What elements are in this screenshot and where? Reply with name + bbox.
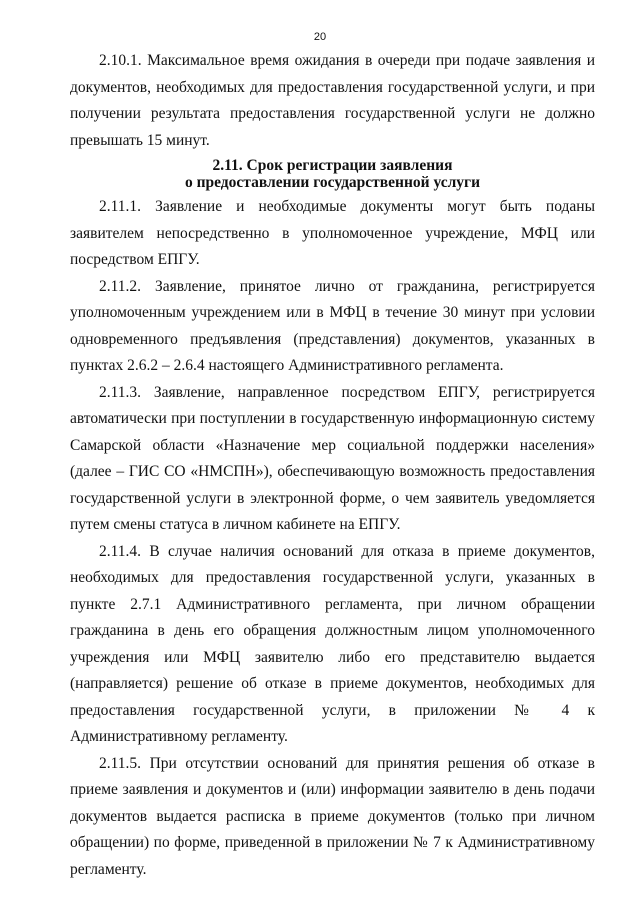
paragraph-2-11-4: 2.11.4. В случае наличия оснований для отказа в приеме документов, необходимых для предоставления государственной услуги, указанных в пункте 2.7.1 Административного регламента, при личном обращении гражданина в день его обращения должностным лицом уполномоченного учреждения или МФЦ заявителю либо его представителю выдается (направляется) решение об отказе в приеме документов, необходимых для предоставления государственной услуги, в приложении № 4 к Административному регламенту.: [70, 542, 595, 745]
section-heading-line-1: 2.11. Срок регистрации заявления: [212, 157, 453, 174]
document-body: [70, 48, 595, 883]
page-number: 20: [313, 31, 327, 43]
paragraph-2-11-3: 2.11.3. Заявление, направленное посредством ЕПГУ, регистрируется автоматически при поступлении в государственную информационную систему Самарской области «Назначение мер социальной поддержки населения» (далее – ГИС СО «НМСПН»), обеспечивающую возможность предоставления государственной услуги в электронной форме, о чем заявитель уведомляется путем смены статуса в личном кабинете на ЕПГУ.: [70, 383, 595, 533]
paragraph-2-11-5: 2.11.5. При отсутствии оснований для принятия решения об отказе в приеме заявления и документов и (или) информации заявителю в день подачи документов выдается расписка в приеме документов (только при личном обращении) по форме, приведенной в приложении № 7 к Административному регламенту.: [70, 754, 595, 878]
section-heading-line-2: о предоставлении государственной услуги: [184, 174, 481, 191]
paragraph-2-11-1: 2.11.1. Заявление и необходимые документы могут быть поданы заявителем непосредственно в уполномоченное учреждение, МФЦ или посредством ЕПГУ.: [70, 198, 595, 268]
paragraph-2-11-2: 2.11.2. Заявление, принятое лично от гражданина, регистрируется уполномоченным учреждением или в МФЦ в течение 30 минут при условии одновременного предъявления (представления) документов, указанных в пунктах 2.6.2 – 2.6.4 настоящего Административного регламента.: [70, 277, 595, 374]
section-heading-2-11: [70, 157, 595, 191]
paragraph-2-10-1: 2.10.1. Максимальное время ожидания в очереди при подаче заявления и документов, необходимых для предоставления государственной услуги, и при получении результата предоставления государственной услуги не должно превышать 15 минут.: [70, 52, 595, 149]
